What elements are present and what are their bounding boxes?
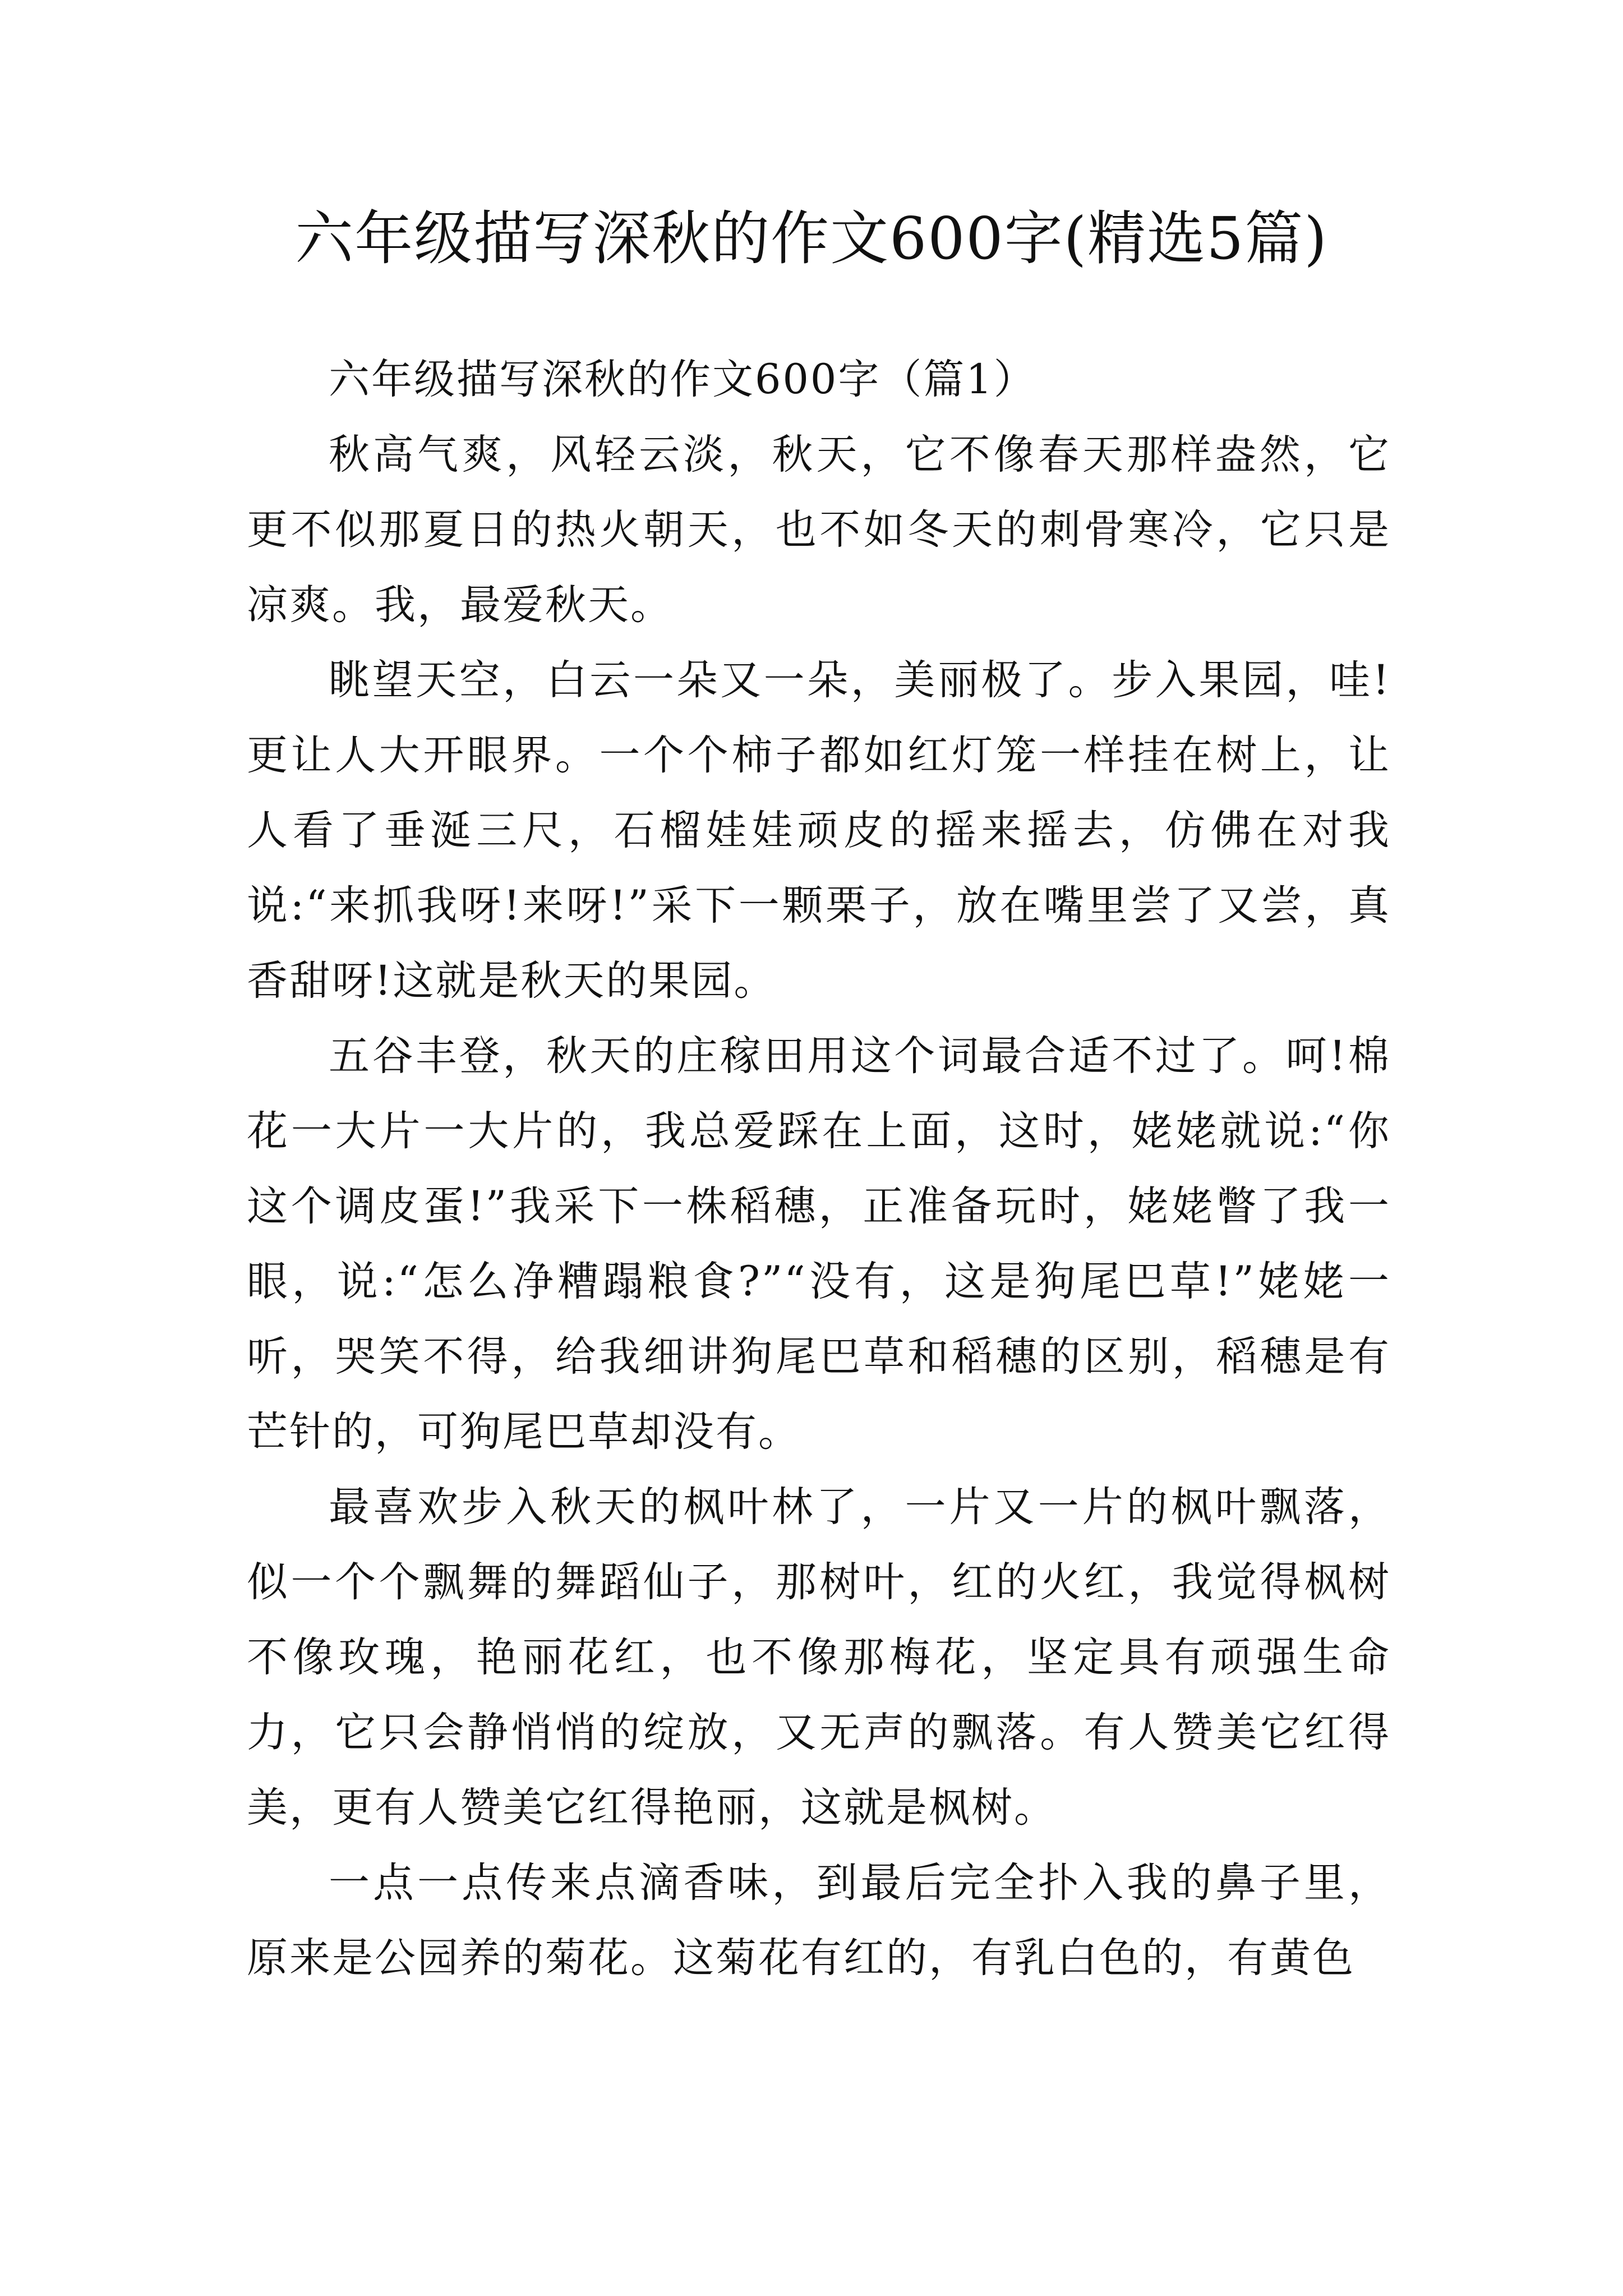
section-heading: 六年级描写深秋的作文600字（篇1）	[329, 356, 1036, 403]
paragraph-2: 眺望天空，白云一朵又一朵，美丽极了。步入果园，哇!更让人大开眼界。一个个柿子都如红灯笼一样挂在树上，让人看了垂涎三尺，石榴娃娃顽皮的摇来摇去，仿佛在对我说:“来抓我呀!来呀!”采下一颗栗子，放在嘴里尝了又尝，真香甜呀!这就是秋天的果园。	[247, 656, 1391, 1005]
paragraph-3: 五谷丰登，秋天的庄稼田用这个词最合适不过了。呵!棉花一大片一大片的，我总爱踩在上面，这时，姥姥就说:“你这个调皮蛋!”我采下一株稻穗，正准备玩时，姥姥瞥了我一眼，说:“怎么净糟蹋粮食?”“没有，这是狗尾巴草!”姥姥一听，哭笑不得，给我细讲狗尾巴草和稻穗的区别，稻穗是有芒针的，可狗尾巴草却没有。	[247, 1032, 1391, 1456]
document-body	[247, 342, 1391, 1996]
paragraph-5: 一点一点传来点滴香味，到最后完全扑入我的鼻子里，原来是公园养的菊花。这菊花有红的，有乳白色的，有黄色	[247, 1859, 1391, 1982]
document-title: 六年级描写深秋的作文600字(精选5篇)	[295, 204, 1328, 273]
paragraph-4: 最喜欢步入秋天的枫叶林了，一片又一片的枫叶飘落，似一个个飘舞的舞蹈仙子，那树叶，红的火红，我觉得枫树不像玫瑰，艳丽花红，也不像那梅花，坚定具有顽强生命力，它只会静悄悄的绽放，又无声的飘落。有人赞美它红得美，更有人赞美它红得艳丽，这就是枫树。	[247, 1483, 1391, 1832]
paragraph-1: 秋高气爽，风轻云淡，秋天，它不像春天那样盎然，它更不似那夏日的热火朝天，也不如冬天的刺骨寒冷，它只是凉爽。我，最爱秋天。	[247, 431, 1391, 629]
